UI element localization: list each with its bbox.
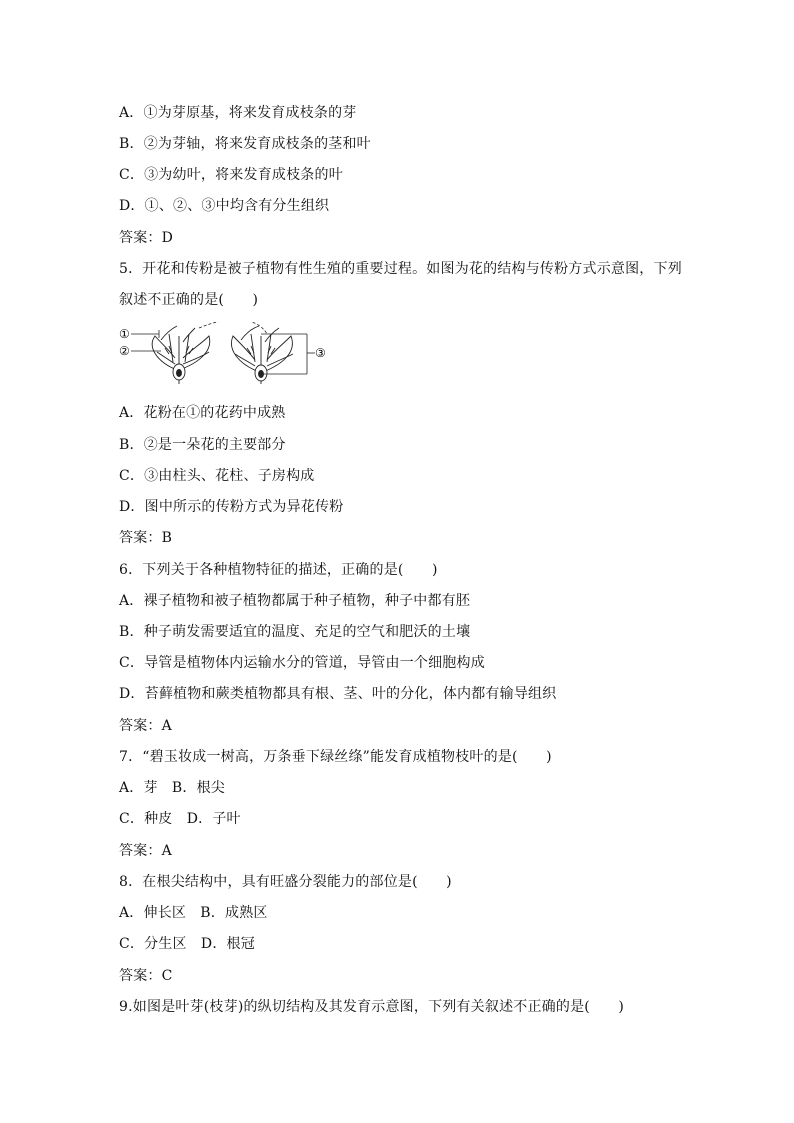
q4-option-b: B．②为芽轴，将来发育成枝条的茎和叶	[119, 136, 371, 152]
figure-label-3: ③	[315, 346, 326, 360]
q4-option-d: D．①、②、③中均含有分生组织	[119, 198, 330, 214]
q5-option-a: A．花粉在①的花药中成熟	[119, 405, 286, 421]
q6-option-b: B．种子萌发需要适宜的温度、充足的空气和肥沃的土壤	[119, 624, 471, 640]
q5-stem-line2: 叙述不正确的是( )	[119, 292, 259, 308]
q5-option-c: C．③由柱头、花柱、子房构成	[119, 468, 315, 484]
figure-label-2: ②	[119, 344, 130, 358]
q5-option-b: B．②是一朵花的主要部分	[119, 437, 286, 453]
q6-option-a: A．裸子植物和被子植物都属于种子植物，种子中都有胚	[119, 593, 471, 609]
q6-stem: 6．下列关于各种植物特征的描述，正确的是( )	[119, 562, 438, 578]
q6-answer: 答案：A	[119, 718, 172, 734]
pollination-arc	[199, 322, 267, 334]
figure-label-1: ①	[119, 327, 130, 341]
q4-option-a: A．①为芽原基，将来发育成枝条的芽	[119, 105, 357, 121]
flower-right	[231, 326, 293, 384]
q6-option-d: D．苔藓植物和蕨类植物都具有根、茎、叶的分化，体内都有输导组织	[119, 686, 557, 702]
q5-option-d: D．图中所示的传粉方式为异花传粉	[119, 499, 344, 515]
q4-option-c: C．③为幼叶，将来发育成枝条的叶	[119, 167, 343, 183]
q7-options-line2: C．种皮 D．子叶	[119, 811, 241, 827]
q9-stem: 9.如图是叶芽(枝芽)的纵切结构及其发育示意图，下列有关叙述不正确的是( )	[119, 999, 625, 1015]
q8-answer: 答案：C	[119, 968, 173, 984]
q8-options-line1: A．伸长区 B．成熟区	[119, 905, 268, 921]
q8-options-line2: C．分生区 D．根冠	[119, 936, 255, 952]
q5-stem-line1: 5．开花和传粉是被子植物有性生殖的重要过程。如图为花的结构与传粉方式示意图，下列	[119, 261, 682, 277]
q4-answer: 答案：D	[119, 230, 174, 246]
flower-pollination-figure	[117, 322, 332, 384]
q7-answer: 答案：A	[119, 843, 172, 859]
q8-stem: 8．在根尖结构中，具有旺盛分裂能力的部位是( )	[119, 874, 452, 890]
flower-left	[152, 326, 210, 384]
q7-options-line1: A．芽 B．根尖	[119, 780, 225, 796]
q6-option-c: C．导管是植物体内运输水分的管道，导管由一个细胞构成	[119, 655, 485, 671]
q7-stem: 7．“碧玉妆成一树高，万条垂下绿丝绦”能发育成植物枝叶的是( )	[119, 749, 552, 765]
q5-answer: 答案：B	[119, 530, 173, 546]
